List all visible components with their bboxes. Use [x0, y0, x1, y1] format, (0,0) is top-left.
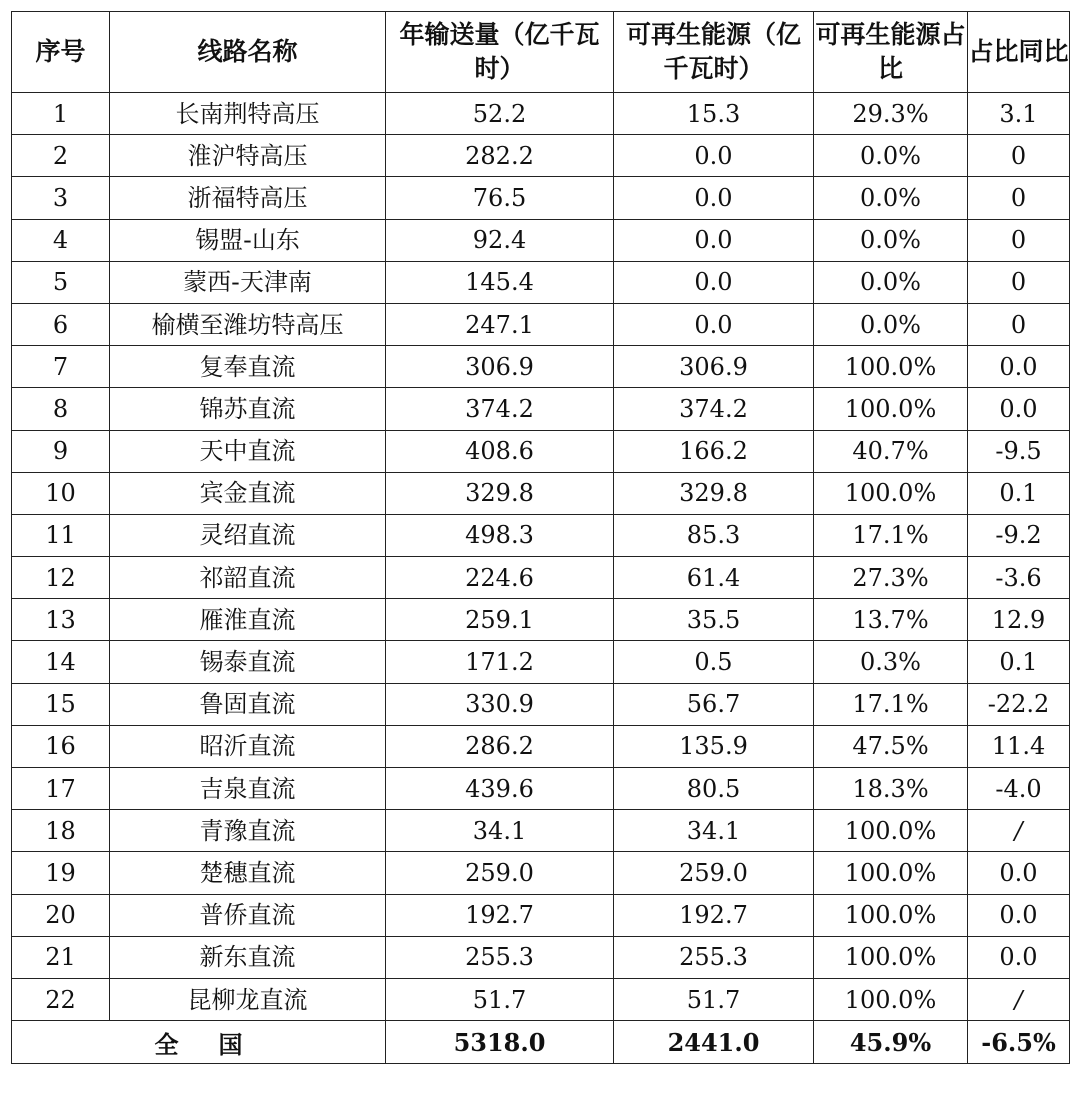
- row-no: 5: [12, 261, 110, 303]
- row-renewable: 80.5: [614, 768, 814, 810]
- row-share: 0.0%: [814, 177, 968, 219]
- row-line-name: 天中直流: [110, 430, 386, 472]
- row-yoy: -9.2: [968, 514, 1070, 556]
- row-annual: 247.1: [386, 303, 614, 345]
- row-share: 100.0%: [814, 852, 968, 894]
- table-body: [12, 93, 1070, 1021]
- row-share: 27.3%: [814, 557, 968, 599]
- row-no: 14: [12, 641, 110, 683]
- row-renewable: 135.9: [614, 725, 814, 767]
- row-renewable: 166.2: [614, 430, 814, 472]
- row-line-name: 吉泉直流: [110, 768, 386, 810]
- table-row: [12, 430, 1070, 472]
- row-yoy: 0: [968, 303, 1070, 345]
- row-renewable: 0.0: [614, 177, 814, 219]
- row-share: 40.7%: [814, 430, 968, 472]
- row-share: 0.0%: [814, 261, 968, 303]
- row-renewable: 192.7: [614, 894, 814, 936]
- row-yoy: -9.5: [968, 430, 1070, 472]
- table-row: [12, 978, 1070, 1020]
- table-row: [12, 683, 1070, 725]
- row-renewable: 15.3: [614, 93, 814, 135]
- row-annual: 224.6: [386, 557, 614, 599]
- row-yoy: 0.1: [968, 472, 1070, 514]
- row-line-name: 楚穗直流: [110, 852, 386, 894]
- row-line-name: 青豫直流: [110, 810, 386, 852]
- row-line-name: 鲁固直流: [110, 683, 386, 725]
- total-row: [12, 1021, 1070, 1064]
- row-annual: 498.3: [386, 514, 614, 556]
- row-renewable: 255.3: [614, 936, 814, 978]
- header-line-name: 线路名称: [110, 12, 386, 93]
- row-renewable: 85.3: [614, 514, 814, 556]
- row-share: 17.1%: [814, 683, 968, 725]
- table-row: [12, 557, 1070, 599]
- table-row: [12, 472, 1070, 514]
- row-renewable: 0.5: [614, 641, 814, 683]
- row-share: 100.0%: [814, 472, 968, 514]
- row-yoy: 0: [968, 135, 1070, 177]
- row-renewable: 56.7: [614, 683, 814, 725]
- row-share: 18.3%: [814, 768, 968, 810]
- row-renewable: 51.7: [614, 978, 814, 1020]
- table-row: [12, 93, 1070, 135]
- row-share: 13.7%: [814, 599, 968, 641]
- row-line-name: 灵绍直流: [110, 514, 386, 556]
- row-share: 47.5%: [814, 725, 968, 767]
- row-share: 100.0%: [814, 978, 968, 1020]
- row-renewable: 306.9: [614, 346, 814, 388]
- row-no: 10: [12, 472, 110, 514]
- row-annual: 408.6: [386, 430, 614, 472]
- table-row: [12, 768, 1070, 810]
- row-no: 17: [12, 768, 110, 810]
- row-renewable: 259.0: [614, 852, 814, 894]
- row-share: 17.1%: [814, 514, 968, 556]
- table-row: [12, 725, 1070, 767]
- total-yoy: -6.5%: [968, 1021, 1070, 1064]
- row-yoy: 0: [968, 219, 1070, 261]
- table-row: [12, 936, 1070, 978]
- row-annual: 76.5: [386, 177, 614, 219]
- row-no: 1: [12, 93, 110, 135]
- row-no: 21: [12, 936, 110, 978]
- total-share: 45.9%: [814, 1021, 968, 1064]
- row-renewable: 35.5: [614, 599, 814, 641]
- row-annual: 51.7: [386, 978, 614, 1020]
- row-no: 22: [12, 978, 110, 1020]
- row-share: 100.0%: [814, 894, 968, 936]
- row-annual: 282.2: [386, 135, 614, 177]
- table-row: [12, 303, 1070, 345]
- row-renewable: 34.1: [614, 810, 814, 852]
- total-renewable: 2441.0: [614, 1021, 814, 1064]
- row-share: 0.0%: [814, 135, 968, 177]
- row-yoy: 0: [968, 177, 1070, 219]
- header-no: 序号: [12, 12, 110, 93]
- row-line-name: 榆横至潍坊特高压: [110, 303, 386, 345]
- table-row: [12, 894, 1070, 936]
- row-share: 0.0%: [814, 219, 968, 261]
- row-yoy: 0.1: [968, 641, 1070, 683]
- row-share: 100.0%: [814, 388, 968, 430]
- row-yoy: 0.0: [968, 346, 1070, 388]
- row-annual: 192.7: [386, 894, 614, 936]
- row-share: 100.0%: [814, 346, 968, 388]
- table-row: [12, 346, 1070, 388]
- row-annual: 171.2: [386, 641, 614, 683]
- row-no: 6: [12, 303, 110, 345]
- row-annual: 330.9: [386, 683, 614, 725]
- row-yoy: 12.9: [968, 599, 1070, 641]
- row-yoy: 3.1: [968, 93, 1070, 135]
- row-annual: 92.4: [386, 219, 614, 261]
- table-row: [12, 810, 1070, 852]
- table-row: [12, 135, 1070, 177]
- row-annual: 259.1: [386, 599, 614, 641]
- header-renewable-share: 可再生能源占比: [814, 12, 968, 93]
- row-annual: 374.2: [386, 388, 614, 430]
- row-annual: 255.3: [386, 936, 614, 978]
- total-label: 全国: [12, 1021, 386, 1064]
- row-renewable: 61.4: [614, 557, 814, 599]
- header-renewable-energy: 可再生能源（亿千瓦时）: [614, 12, 814, 93]
- row-no: 13: [12, 599, 110, 641]
- row-no: 18: [12, 810, 110, 852]
- row-annual: 286.2: [386, 725, 614, 767]
- row-line-name: 雁淮直流: [110, 599, 386, 641]
- row-no: 16: [12, 725, 110, 767]
- table-row: [12, 219, 1070, 261]
- row-line-name: 锡盟-山东: [110, 219, 386, 261]
- table-row: [12, 852, 1070, 894]
- row-annual: 52.2: [386, 93, 614, 135]
- row-renewable: 0.0: [614, 303, 814, 345]
- row-annual: 306.9: [386, 346, 614, 388]
- row-line-name: 昆柳龙直流: [110, 978, 386, 1020]
- row-line-name: 祁韶直流: [110, 557, 386, 599]
- row-renewable: 0.0: [614, 219, 814, 261]
- row-yoy: -22.2: [968, 683, 1070, 725]
- row-annual: 34.1: [386, 810, 614, 852]
- row-renewable: 0.0: [614, 261, 814, 303]
- row-line-name: 蒙西-天津南: [110, 261, 386, 303]
- row-no: 19: [12, 852, 110, 894]
- row-line-name: 浙福特高压: [110, 177, 386, 219]
- row-yoy: -3.6: [968, 557, 1070, 599]
- row-annual: 259.0: [386, 852, 614, 894]
- row-yoy: 0: [968, 261, 1070, 303]
- row-line-name: 昭沂直流: [110, 725, 386, 767]
- row-no: 9: [12, 430, 110, 472]
- table-header-row: [12, 12, 1070, 93]
- row-yoy: 0.0: [968, 936, 1070, 978]
- table-row: [12, 641, 1070, 683]
- row-yoy: 0.0: [968, 388, 1070, 430]
- row-yoy: -4.0: [968, 768, 1070, 810]
- row-annual: 439.6: [386, 768, 614, 810]
- table-row: [12, 514, 1070, 556]
- header-share-yoy: 占比同比: [968, 12, 1070, 93]
- row-yoy: 0.0: [968, 894, 1070, 936]
- row-line-name: 长南荆特高压: [110, 93, 386, 135]
- row-renewable: 374.2: [614, 388, 814, 430]
- total-annual: 5318.0: [386, 1021, 614, 1064]
- row-renewable: 0.0: [614, 135, 814, 177]
- row-no: 15: [12, 683, 110, 725]
- row-no: 2: [12, 135, 110, 177]
- row-line-name: 锡泰直流: [110, 641, 386, 683]
- row-share: 29.3%: [814, 93, 968, 135]
- row-yoy: /: [968, 810, 1070, 852]
- row-no: 7: [12, 346, 110, 388]
- table-row: [12, 599, 1070, 641]
- table-row: [12, 177, 1070, 219]
- row-share: 0.3%: [814, 641, 968, 683]
- row-no: 3: [12, 177, 110, 219]
- row-share: 100.0%: [814, 810, 968, 852]
- row-yoy: 11.4: [968, 725, 1070, 767]
- row-line-name: 宾金直流: [110, 472, 386, 514]
- row-line-name: 复奉直流: [110, 346, 386, 388]
- row-line-name: 新东直流: [110, 936, 386, 978]
- transmission-lines-table: [11, 11, 1070, 1064]
- table-row: [12, 388, 1070, 430]
- row-no: 11: [12, 514, 110, 556]
- row-no: 4: [12, 219, 110, 261]
- row-line-name: 淮沪特高压: [110, 135, 386, 177]
- row-no: 20: [12, 894, 110, 936]
- row-yoy: 0.0: [968, 852, 1070, 894]
- table-row: [12, 261, 1070, 303]
- row-yoy: /: [968, 978, 1070, 1020]
- header-annual-transmission: 年输送量（亿千瓦时）: [386, 12, 614, 93]
- row-annual: 329.8: [386, 472, 614, 514]
- row-no: 12: [12, 557, 110, 599]
- row-line-name: 锦苏直流: [110, 388, 386, 430]
- row-share: 0.0%: [814, 303, 968, 345]
- row-line-name: 普侨直流: [110, 894, 386, 936]
- row-share: 100.0%: [814, 936, 968, 978]
- row-annual: 145.4: [386, 261, 614, 303]
- row-no: 8: [12, 388, 110, 430]
- row-renewable: 329.8: [614, 472, 814, 514]
